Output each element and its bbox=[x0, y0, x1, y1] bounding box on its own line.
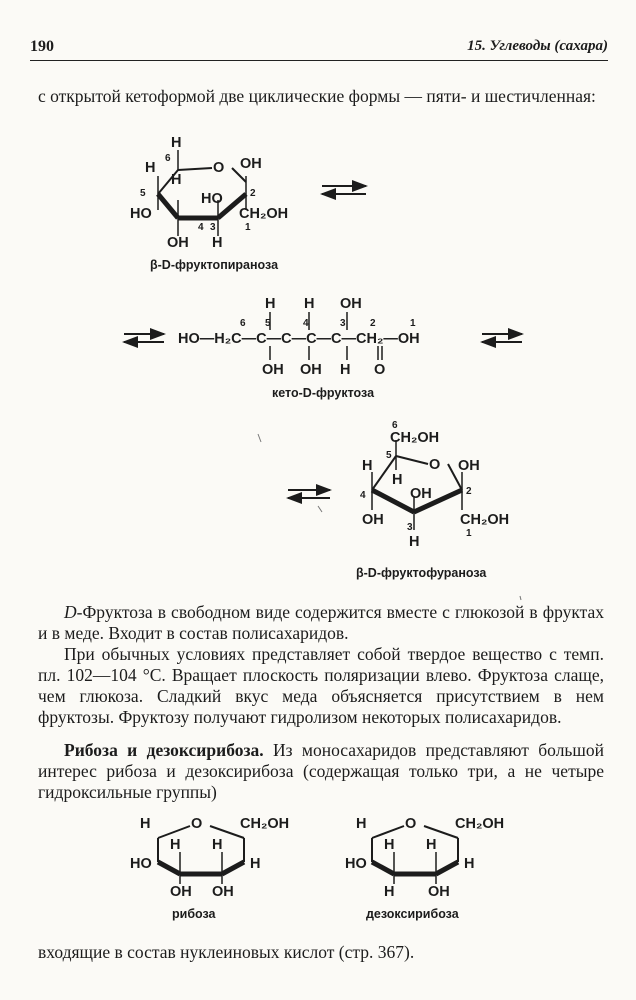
deoxyribose-structure bbox=[372, 826, 458, 884]
svg-text:O: O bbox=[374, 362, 386, 378]
svg-text:HO: HO bbox=[130, 856, 152, 872]
ribose-heading: Рибоза и дезоксирибоза. bbox=[64, 740, 264, 760]
paragraph-fructose-occurrence bbox=[38, 602, 604, 644]
svg-text:OH: OH bbox=[458, 458, 480, 474]
svg-text:2: 2 bbox=[250, 188, 256, 199]
paragraph-fructose-properties: При обычных условиях представляет собой твердое вещество с темп. пл. 102—104 °C. Вращает плоскость поляризации влево. Фруктоза слаще, чем глюкоза. Сладкий вкус меда объясняется присутствием в нем фруктозы. Фруктозу получают гидролизом некоторых полисахаридов. bbox=[38, 644, 604, 727]
svg-text:HO: HO bbox=[201, 191, 223, 207]
svg-text:H: H bbox=[145, 160, 156, 176]
caption-fructofuranose: β-D-фруктофураноза bbox=[356, 566, 487, 580]
svg-text:4: 4 bbox=[303, 318, 309, 329]
svg-text:1: 1 bbox=[245, 222, 251, 233]
svg-text:O: O bbox=[405, 816, 417, 832]
fructopyranose-labels bbox=[130, 135, 288, 251]
paragraph-nucleic-acids: входящие в состав нуклеиновых кислот (стр. 367). bbox=[38, 942, 415, 962]
caption-fructopyranose: β-D-фруктопираноза bbox=[150, 258, 279, 272]
svg-text:O: O bbox=[191, 816, 203, 832]
svg-text:H: H bbox=[362, 458, 373, 474]
svg-text:CH₂OH: CH₂OH bbox=[460, 512, 510, 528]
svg-text:HO—H₂C—C—C—C—C—CH₂—OH: HO—H₂C—C—C—C—C—CH₂—OH bbox=[178, 331, 420, 347]
svg-text:HO: HO bbox=[345, 856, 367, 872]
paragraph-intro: с открытой кетоформой две циклические формы — пяти- и шестичленная: bbox=[38, 86, 596, 106]
svg-text:2: 2 bbox=[466, 486, 472, 497]
caption-deoxyribose: дезоксирибоза bbox=[366, 907, 459, 921]
caption-ketofructose: кето-D-фруктоза bbox=[272, 386, 375, 400]
svg-text:1: 1 bbox=[466, 528, 472, 539]
svg-text:H: H bbox=[212, 837, 223, 853]
equilibrium-arrow-3 bbox=[482, 334, 522, 342]
svg-text:OH: OH bbox=[167, 235, 189, 251]
svg-text:H: H bbox=[140, 816, 151, 832]
svg-text:H: H bbox=[171, 172, 182, 188]
ketofructose-structure bbox=[178, 296, 420, 378]
svg-text:6: 6 bbox=[240, 318, 246, 329]
svg-text:5: 5 bbox=[386, 450, 392, 461]
svg-text:CH₂OH: CH₂OH bbox=[455, 816, 505, 832]
svg-text:H: H bbox=[212, 235, 223, 251]
svg-text:3: 3 bbox=[210, 222, 216, 233]
ribose-structure bbox=[158, 826, 244, 884]
svg-text:H: H bbox=[170, 837, 181, 853]
svg-text:OH: OH bbox=[428, 884, 450, 900]
fructofuranose-labels bbox=[360, 420, 509, 550]
svg-text:5: 5 bbox=[265, 318, 271, 329]
equilibrium-arrow-1 bbox=[322, 186, 366, 194]
svg-text:4: 4 bbox=[198, 222, 204, 233]
svg-text:OH: OH bbox=[170, 884, 192, 900]
svg-text:H: H bbox=[464, 856, 475, 872]
svg-text:H: H bbox=[265, 296, 276, 312]
svg-text:OH: OH bbox=[240, 156, 262, 172]
running-title: 15. Углеводы (сахара) bbox=[467, 38, 608, 54]
svg-text:H: H bbox=[409, 534, 420, 550]
ribose-labels bbox=[130, 816, 289, 900]
deoxyribose-labels bbox=[345, 816, 504, 900]
svg-text:H: H bbox=[384, 837, 395, 853]
equilibrium-arrow-4 bbox=[288, 490, 330, 498]
svg-text:OH: OH bbox=[300, 362, 322, 378]
svg-text:OH: OH bbox=[340, 296, 362, 312]
svg-text:H: H bbox=[356, 816, 367, 832]
svg-text:OH: OH bbox=[262, 362, 284, 378]
svg-text:H: H bbox=[392, 472, 403, 488]
svg-text:CH₂OH: CH₂OH bbox=[390, 430, 440, 446]
svg-text:OH: OH bbox=[212, 884, 234, 900]
svg-text:1: 1 bbox=[410, 318, 416, 329]
svg-text:4: 4 bbox=[360, 490, 366, 501]
svg-text:O: O bbox=[213, 160, 225, 176]
svg-text:H: H bbox=[171, 135, 182, 151]
svg-text:H: H bbox=[426, 837, 437, 853]
svg-text:CH₂OH: CH₂OH bbox=[239, 206, 289, 222]
svg-text:6: 6 bbox=[165, 153, 171, 164]
paragraph-fructose-occurrence-text: -Фруктоза в свободном виде содержится вместе с глюкозой в фруктах и в меде. Входит в состав полисахаридов. bbox=[38, 602, 604, 643]
caption-ribose: рибоза bbox=[172, 907, 216, 921]
ribose-intro-text: Из моносахаридов представляют большой интерес рибоза и дезоксирибоза (содержащая только три, а не четыре гидроксильные группы) bbox=[38, 740, 604, 802]
svg-text:6: 6 bbox=[392, 420, 398, 431]
svg-text:3: 3 bbox=[407, 522, 413, 533]
svg-text:3: 3 bbox=[340, 318, 346, 329]
d-prefix: D bbox=[64, 602, 77, 622]
svg-text:H: H bbox=[250, 856, 261, 872]
svg-text:O: O bbox=[429, 457, 441, 473]
page-number: 190 bbox=[30, 38, 54, 55]
svg-text:CH₂OH: CH₂OH bbox=[240, 816, 290, 832]
svg-text:OH: OH bbox=[410, 486, 432, 502]
svg-text:5: 5 bbox=[140, 188, 146, 199]
svg-text:H: H bbox=[384, 884, 395, 900]
svg-text:2: 2 bbox=[370, 318, 376, 329]
paragraph-ribose-intro bbox=[38, 740, 604, 803]
svg-text:OH: OH bbox=[362, 512, 384, 528]
svg-text:H: H bbox=[340, 362, 351, 378]
equilibrium-arrow-2 bbox=[124, 334, 164, 342]
svg-text:H: H bbox=[304, 296, 315, 312]
svg-text:HO: HO bbox=[130, 206, 152, 222]
